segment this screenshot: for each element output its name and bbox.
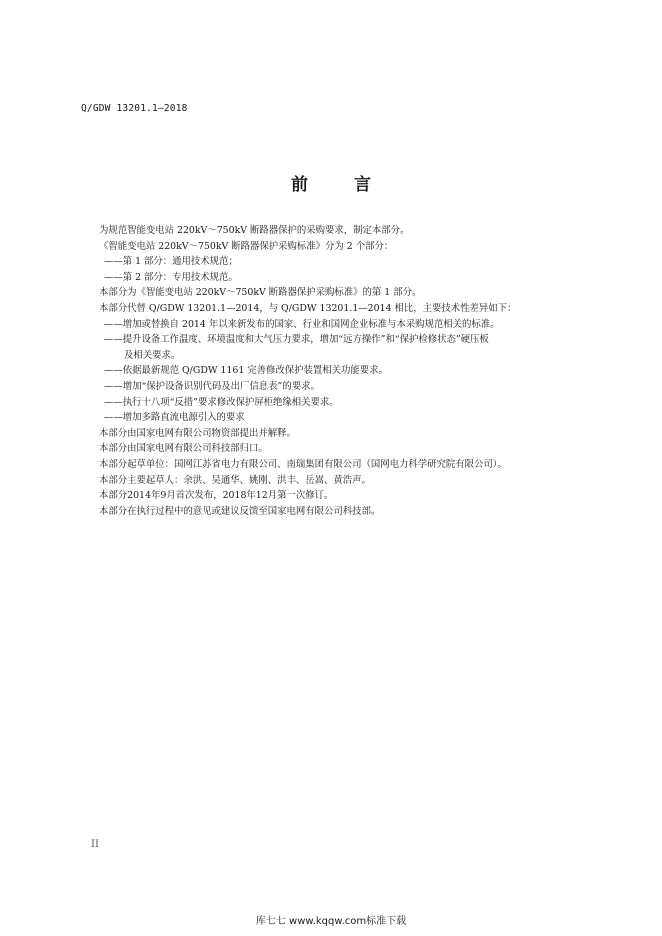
paragraph-purpose: 为规范智能变电站 220kV～750kV 断路器保护的采购要求，制定本部分。: [99, 225, 410, 236]
list-item-change-insulation: ——执行十八项“反措”要求修改保护屏柜绝缘相关要求。: [104, 396, 339, 408]
list-item-part-1: ——第 1 部分：通用技术规范；: [104, 256, 238, 268]
foreword-body: [86, 223, 586, 519]
list-item-change-id-code: ——增加“保护设备识别代码及出厂信息表”的要求。: [104, 380, 320, 392]
list-item-change-temperature-cont: [86, 348, 586, 364]
continuation-line: 及相关要求。: [124, 349, 181, 361]
list-item-change-standards: ——增加或替换自 2014 年以来新发布的国家、行业和国网企业标准与本采购规范相关的标准。: [104, 318, 500, 330]
paragraph-proposed-by: 本部分由国家电网有限公司物资部提出并解释。: [99, 427, 296, 439]
list-item-change-dc-power: ——增加多路直流电源引入的要求: [104, 412, 245, 424]
standard-code-header: Q/GDW 13201.1—2018: [81, 103, 188, 114]
paragraph-centralized-by: 本部分由国家电网有限公司科技部归口。: [99, 443, 268, 455]
paragraph-release-history: 本部分2014年9月首次发布，2018年12月第一次修订。: [99, 490, 334, 502]
foreword-title: 前 言: [291, 175, 391, 195]
list-item-change-functions: ——依据最新规范 Q/GDW 1161 完善修改保护装置相关功能要求。: [104, 365, 388, 377]
paragraph-drafting-units: 本部分起草单位：国网江苏省电力有限公司、南瑞集团有限公司（国网电力科学研究院有限公司）。: [99, 458, 507, 470]
paragraph-replaces: 本部分代替 Q/GDW 13201.1—2014，与 Q/GDW 13201.1—2014 相比，主要技术性差异如下：: [99, 302, 517, 314]
footer-watermark-link[interactable]: 库七七 www.kqqw.com标准下载: [255, 916, 407, 927]
list-item-part-2: ——第 2 部分：专用技术规范。: [104, 271, 238, 283]
page-number: II: [91, 839, 99, 850]
paragraph-feedback: 本部分在执行过程中的意见或建议反馈至国家电网有限公司科技部。: [99, 505, 381, 517]
paragraph-parts-intro: 《智能变电站 220kV～750kV 断路器保护采购标准》分为 2 个部分：: [99, 240, 394, 252]
list-item-change-temperature: ——提升设备工作温度、环境温度和大气压力要求，增加“远方操作”和“保护检修状态”硬压板: [104, 334, 489, 346]
paragraph-this-part: 本部分为《智能变电站 220kV～750kV 断路器保护采购标准》的第 1 部分。: [99, 287, 422, 299]
paragraph-drafters: 本部分主要起草人：余洪、吴通华、姚刚、洪丰、岳嵩、黄浩声。: [99, 474, 371, 486]
